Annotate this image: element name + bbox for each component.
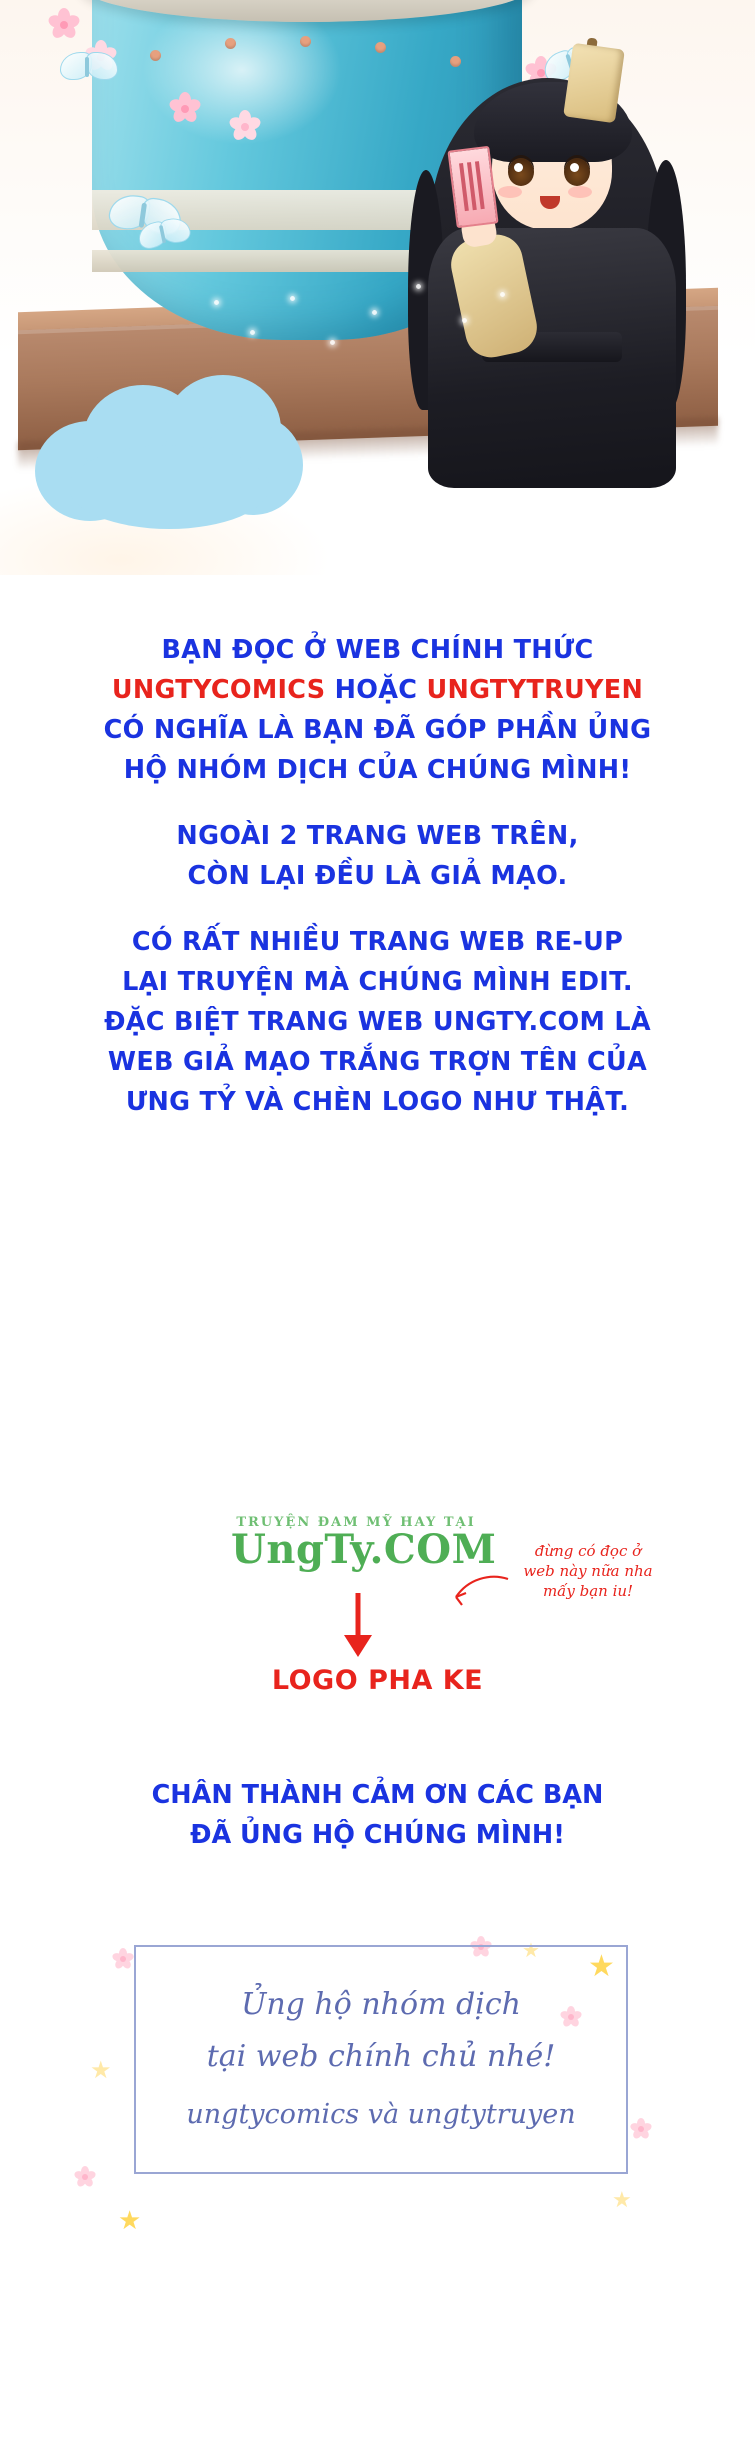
character-illustration — [400, 40, 730, 470]
handwritten-note-line: web này nữa nha — [523, 1562, 653, 1580]
notice-segment: BẠN ĐỌC Ở WEB CHÍNH THỨC — [161, 635, 594, 665]
star-icon: ★ — [90, 2056, 112, 2084]
notice-line — [0, 1002, 755, 1042]
support-line-1: Ủng hộ nhóm dịch — [241, 1987, 521, 2022]
sakura-flower-icon — [74, 2166, 96, 2188]
notice-text-block — [0, 630, 755, 1148]
star-icon: ★ — [588, 1949, 615, 1984]
thanks-line: ĐÃ ỦNG HỘ CHÚNG MÌNH! — [190, 1820, 565, 1850]
star-icon: ★ — [522, 1938, 540, 1962]
notice-segment: CÓ NGHĨA LÀ BẠN ĐÃ GÓP PHẦN ỦNG — [103, 715, 652, 745]
notice-line — [0, 922, 755, 962]
sparkle — [372, 310, 377, 315]
jar-dot — [225, 38, 236, 49]
notice-segment: CÒN LẠI ĐỀU LÀ GIẢ MẠO. — [187, 861, 568, 891]
notice-paragraph-3 — [0, 922, 755, 1122]
character-blush-left — [498, 186, 522, 198]
fake-logo-graphic — [231, 1515, 497, 1573]
sparkle — [500, 292, 505, 297]
handwritten-note-line: đừng có đọc ở — [534, 1542, 642, 1560]
notice-segment: HỘ NHÓM DỊCH CỦA CHÚNG MÌNH! — [123, 755, 632, 785]
notice-line — [0, 710, 755, 750]
sakura-flower-icon — [112, 1948, 134, 1970]
notice-line — [0, 670, 755, 710]
notice-line — [0, 816, 755, 856]
handwritten-warning-note — [498, 1541, 678, 1601]
notice-line — [0, 1042, 755, 1082]
notice-segment-highlight: UNGTYTRUYEN — [426, 675, 644, 705]
sparkle — [462, 318, 467, 323]
sparkle — [214, 300, 219, 305]
notice-segment: WEB GIẢ MẠO TRẮNG TRỢN TÊN CỦA — [107, 1047, 648, 1077]
jar-dot — [375, 42, 386, 53]
sparkle — [416, 284, 421, 289]
character-eye-left — [508, 158, 534, 186]
notice-line — [0, 750, 755, 790]
support-line-2: tại web chính chủ nhé! — [206, 2039, 556, 2074]
star-icon: ★ — [118, 2206, 142, 2236]
jar-dot — [300, 36, 311, 47]
down-arrow-icon — [338, 1593, 378, 1659]
fake-logo-tagline: TRUYỆN ĐAM MỸ HAY TẠI — [236, 1515, 476, 1530]
notice-line — [0, 1082, 755, 1122]
handwritten-note-line: mấy bạn iu! — [542, 1582, 634, 1600]
notice-paragraph-2 — [0, 816, 755, 896]
character-headpiece — [563, 43, 625, 124]
notice-segment: LẠI TRUYỆN MÀ CHÚNG MÌNH EDIT. — [122, 967, 633, 997]
top-illustration — [0, 0, 755, 575]
speech-bubble — [25, 375, 305, 530]
notice-segment: NGOÀI 2 TRANG WEB TRÊN, — [176, 821, 579, 851]
fake-logo-callout — [0, 1515, 755, 1705]
notice-segment: CÓ RẤT NHIỀU TRANG WEB RE-UP — [131, 927, 624, 957]
sakura-flower-icon — [630, 2118, 652, 2140]
character-eye-right — [564, 158, 590, 186]
thanks-block — [0, 1775, 755, 1855]
notice-line — [0, 962, 755, 1002]
notice-paragraph-1 — [0, 630, 755, 790]
star-icon: ★ — [612, 2188, 632, 2213]
sakura-flower-icon — [168, 92, 202, 126]
jar-dot — [150, 50, 161, 61]
sparkle — [250, 330, 255, 335]
notice-segment: ƯNG TỶ VÀ CHÈN LOGO NHƯ THẬT. — [125, 1087, 630, 1117]
sakura-flower-icon — [228, 110, 262, 144]
sparkle — [330, 340, 335, 345]
fake-logo-brand: UngTy.COM — [231, 1526, 497, 1573]
character-blush-right — [568, 186, 592, 198]
fake-logo-label: LOGO PHA KE — [271, 1665, 484, 1696]
notice-segment: HOẶC — [325, 675, 427, 705]
notice-segment-highlight: UNGTYCOMICS — [111, 675, 326, 705]
thanks-line: CHÂN THÀNH CẢM ƠN CÁC BẠN — [151, 1780, 604, 1810]
sparkle — [290, 296, 295, 301]
footer-section — [0, 1890, 755, 2437]
support-line-3: ungtycomics và ungtytruyen — [186, 2099, 576, 2130]
notice-segment: ĐẶC BIỆT TRANG WEB UNGTY.COM LÀ — [104, 1007, 651, 1037]
sakura-flower-icon — [47, 8, 81, 42]
notice-line — [0, 630, 755, 670]
support-message-box — [134, 1945, 628, 2174]
notice-line — [0, 856, 755, 896]
